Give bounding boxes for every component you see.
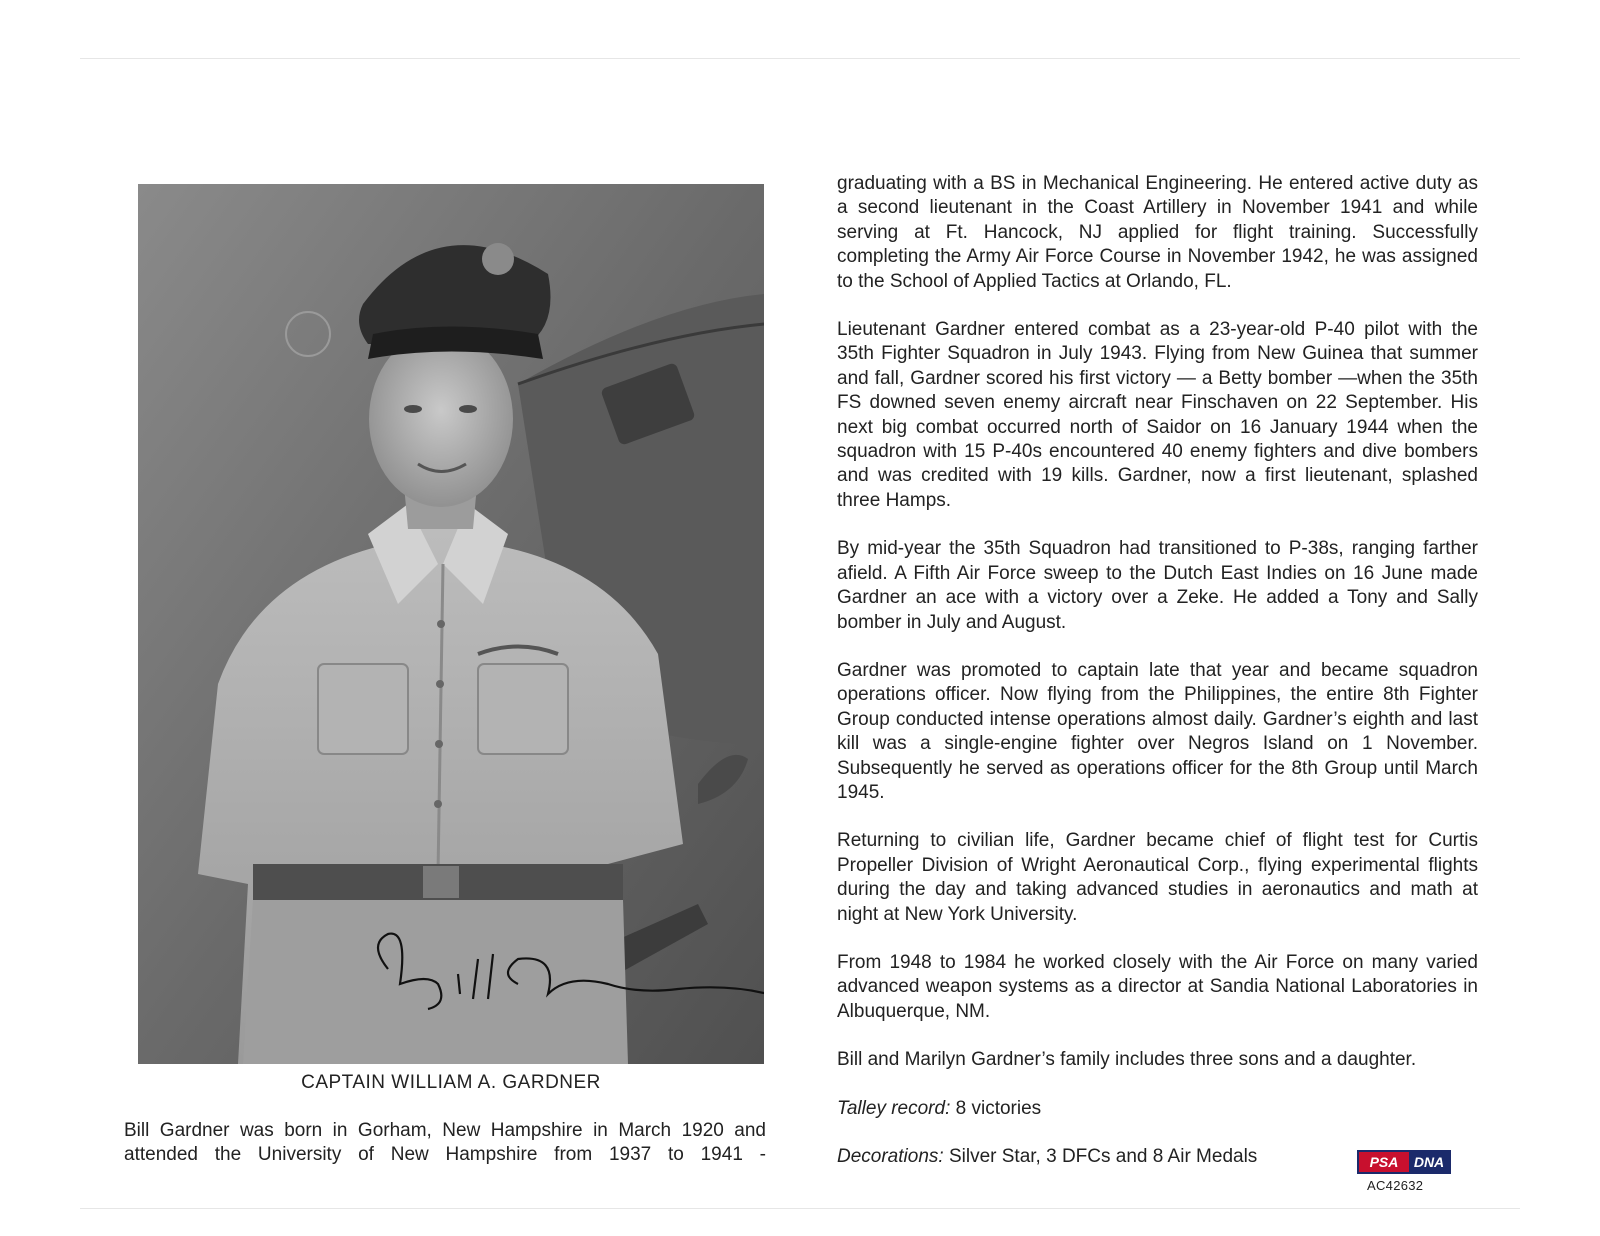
bio-paragraph-3: By mid-year the 35th Squadron had transitioned to P-38s, ranging farther afield. A Fifth Air Force sweep to the Dutch East Indies on 16 June made Gardner an ace with a victory over a Zeke. He added a Tony and Sally bomber in July and August. — [837, 538, 1478, 633]
dna-logo-text: DNA — [1409, 1152, 1449, 1172]
talley-record-value: 8 victories — [955, 1097, 1042, 1119]
decorations-value: Silver Star, 3 DFCs and 8 Air Medals — [948, 1146, 1258, 1167]
bio-paragraph-4: Gardner was promoted to captain late that year and became squadron operations officer. Now flying from the Philippines, the entire 8th Fighter Group conducted intense operations almost daily. Gardner’s eighth and last kill was a single-engine fighter over Negros Island on 1 November. Subsequently he served as operations officer for the 8th Group until March 1945. — [837, 659, 1478, 803]
bio-paragraph-1: graduating with a BS in Mechanical Engineering. He entered active duty as a second lieutenant in the Coast Artillery in November 1941 and while serving at Ft. Hancock, NJ applied for flight training. Successfully completing the Army Air Force Course in November 1942, he was assigned to the School of Applied Tactics at Orlando, FL. — [837, 173, 1478, 292]
bottom-rule — [80, 1208, 1520, 1209]
authentication-code: AC42632 — [1367, 1178, 1424, 1193]
bio-paragraph-7: Bill and Marilyn Gardner’s family includes three sons and a daughter. — [837, 1049, 1417, 1071]
talley-record-label: Talley record: — [837, 1097, 956, 1119]
psa-logo-text: PSA — [1359, 1152, 1409, 1172]
bio-paragraph-5: Returning to civilian life, Gardner became chief of flight test for Curtis Propeller Division of Wright Aeronautical Corp., flying experimental flights during the day and taking advanced studies in aeronautics and math at night at New York University. — [837, 830, 1478, 925]
top-rule — [80, 58, 1520, 59]
talley-record — [837, 1097, 1478, 1121]
authentication-sticker — [1357, 1150, 1453, 1193]
psa-dna-logo — [1357, 1150, 1451, 1174]
bio-paragraph-2: Lieutenant Gardner entered combat as a 23-year-old P-40 pilot with the 35th Fighter Squadron in July 1943. Flying from New Guinea that summer and fall, Gardner scored his first victory — a Betty bomber —when the 35th FS downed seven enemy aircraft near Finschaven on 22 September. His next big combat occurred north of Saidor on 16 January 1944 when the squadron with 15 P-40s encountered 40 enemy fighters and dive bombers and was credited with 19 kills. Gardner, now a first lieutenant, splashed three Hamps. — [837, 319, 1478, 511]
decorations-label: Decorations: — [837, 1146, 949, 1167]
photo-caption: CAPTAIN WILLIAM A. GARDNER — [301, 1072, 601, 1093]
bio-paragraph-6: From 1948 to 1984 he worked closely with the Air Force on many varied advanced weapon systems as a director at Sandia National Laboratories in Albuquerque, NM. — [837, 951, 1478, 1022]
biography-column — [837, 172, 1478, 1193]
intro-paragraph: Bill Gardner was born in Gorham, New Hampshire in March 1920 and attended the University of New Hampshire from 1937 to 1941 - — [124, 1120, 766, 1165]
portrait-photo — [138, 184, 764, 1064]
